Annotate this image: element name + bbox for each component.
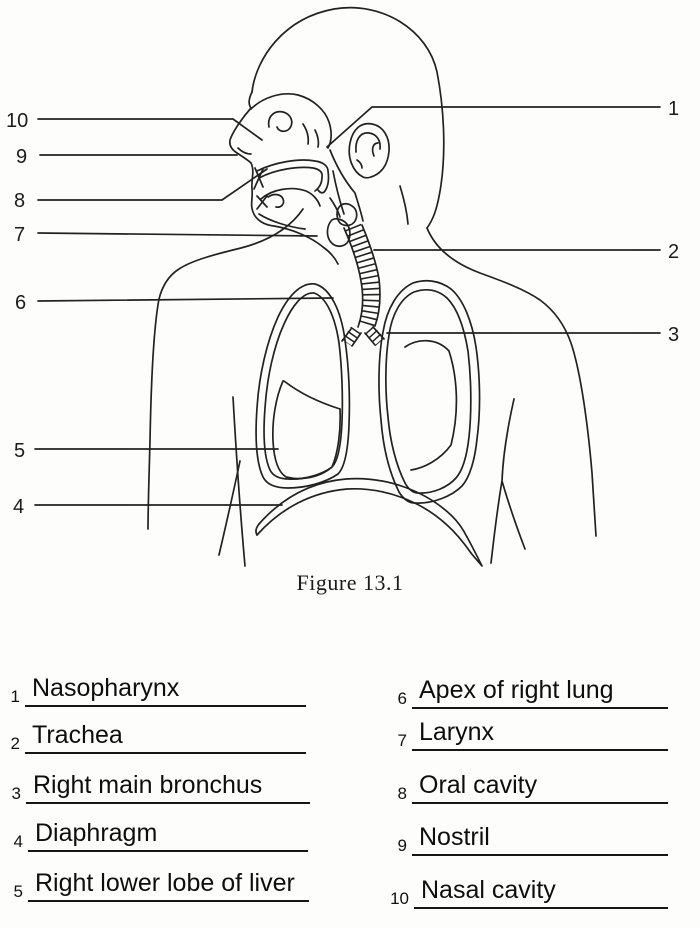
callout-number-8: 8 — [14, 190, 26, 212]
answer-row-9 — [397, 818, 668, 856]
answer-text-3: Right main bronchus — [33, 771, 263, 799]
answer-number-1: 1 — [10, 687, 20, 706]
lungs-group — [256, 281, 479, 503]
answer-number-5: 5 — [13, 882, 23, 901]
answer-row-1 — [10, 669, 306, 707]
leader-line-8 — [38, 169, 267, 200]
answer-text-4: Diaphragm — [35, 819, 158, 847]
answer-row-6 — [397, 671, 668, 709]
leader-line-1 — [327, 107, 660, 147]
answer-text-6: Apex of right lung — [419, 676, 614, 704]
trachea-group — [342, 225, 384, 346]
answer-number-3: 3 — [11, 784, 21, 803]
answer-text-1: Nasopharynx — [32, 674, 180, 702]
callout-number-5: 5 — [14, 440, 26, 462]
answer-text-7: Larynx — [419, 718, 495, 746]
right-armpit-lines-path — [491, 399, 525, 563]
callout-number-4: 4 — [13, 496, 25, 518]
answer-number-6: 6 — [397, 689, 407, 708]
answer-row-4 — [13, 814, 308, 852]
nasal-cavity-group — [238, 94, 331, 154]
answer-row-8 — [397, 766, 668, 804]
left-shoulder-arm-path — [148, 209, 303, 529]
ear-helix-path — [356, 133, 380, 168]
callout-number-10: 10 — [6, 110, 29, 132]
answer-row-5 — [13, 864, 309, 902]
callout-numbers — [6, 98, 679, 518]
answer-number-2: 2 — [10, 734, 20, 753]
neck-behind-ear-path — [400, 186, 408, 224]
left-lung-pleura-inner-path — [386, 290, 471, 493]
gum-curl-path — [268, 195, 284, 208]
callout-number-7: 7 — [14, 224, 26, 246]
left-lung-fissures-path — [405, 341, 456, 470]
cranium-path — [252, 8, 444, 228]
right-lung-fissure-path — [284, 381, 340, 409]
answer-number-9: 9 — [397, 836, 407, 855]
answer-row-2 — [10, 716, 306, 754]
tongue-path — [261, 189, 320, 206]
callout-number-2: 2 — [668, 241, 680, 263]
answer-number-10: 10 — [390, 889, 409, 908]
answer-text-2: Trachea — [32, 721, 123, 749]
callout-number-1: 1 — [668, 98, 680, 120]
nasal-conchae-path — [269, 112, 319, 147]
left-inner-arm-path — [219, 461, 240, 555]
answer-text-9: Nostril — [419, 823, 490, 851]
nostril-path — [238, 148, 251, 154]
answer-row-7 — [397, 713, 668, 751]
callout-number-6: 6 — [15, 292, 27, 314]
palate-lower-path — [259, 167, 322, 191]
answer-row-3 — [11, 766, 310, 804]
callout-number-9: 9 — [16, 146, 28, 168]
diaphragm-group — [256, 479, 482, 566]
answer-text-8: Oral cavity — [419, 771, 538, 799]
leader-line-10 — [38, 119, 262, 140]
answer-number-4: 4 — [13, 832, 23, 851]
answer-number-7: 7 — [397, 731, 407, 750]
answer-text-5: Right lower lobe of liver — [35, 869, 295, 897]
body-outline — [148, 8, 596, 566]
right-shoulder-arm-path — [427, 228, 596, 536]
answer-number-8: 8 — [397, 784, 407, 803]
answer-text-10: Nasal cavity — [421, 876, 556, 904]
callout-number-3: 3 — [668, 324, 680, 346]
answer-row-10 — [390, 871, 668, 909]
figure-caption: Figure 13.1 — [296, 570, 404, 595]
